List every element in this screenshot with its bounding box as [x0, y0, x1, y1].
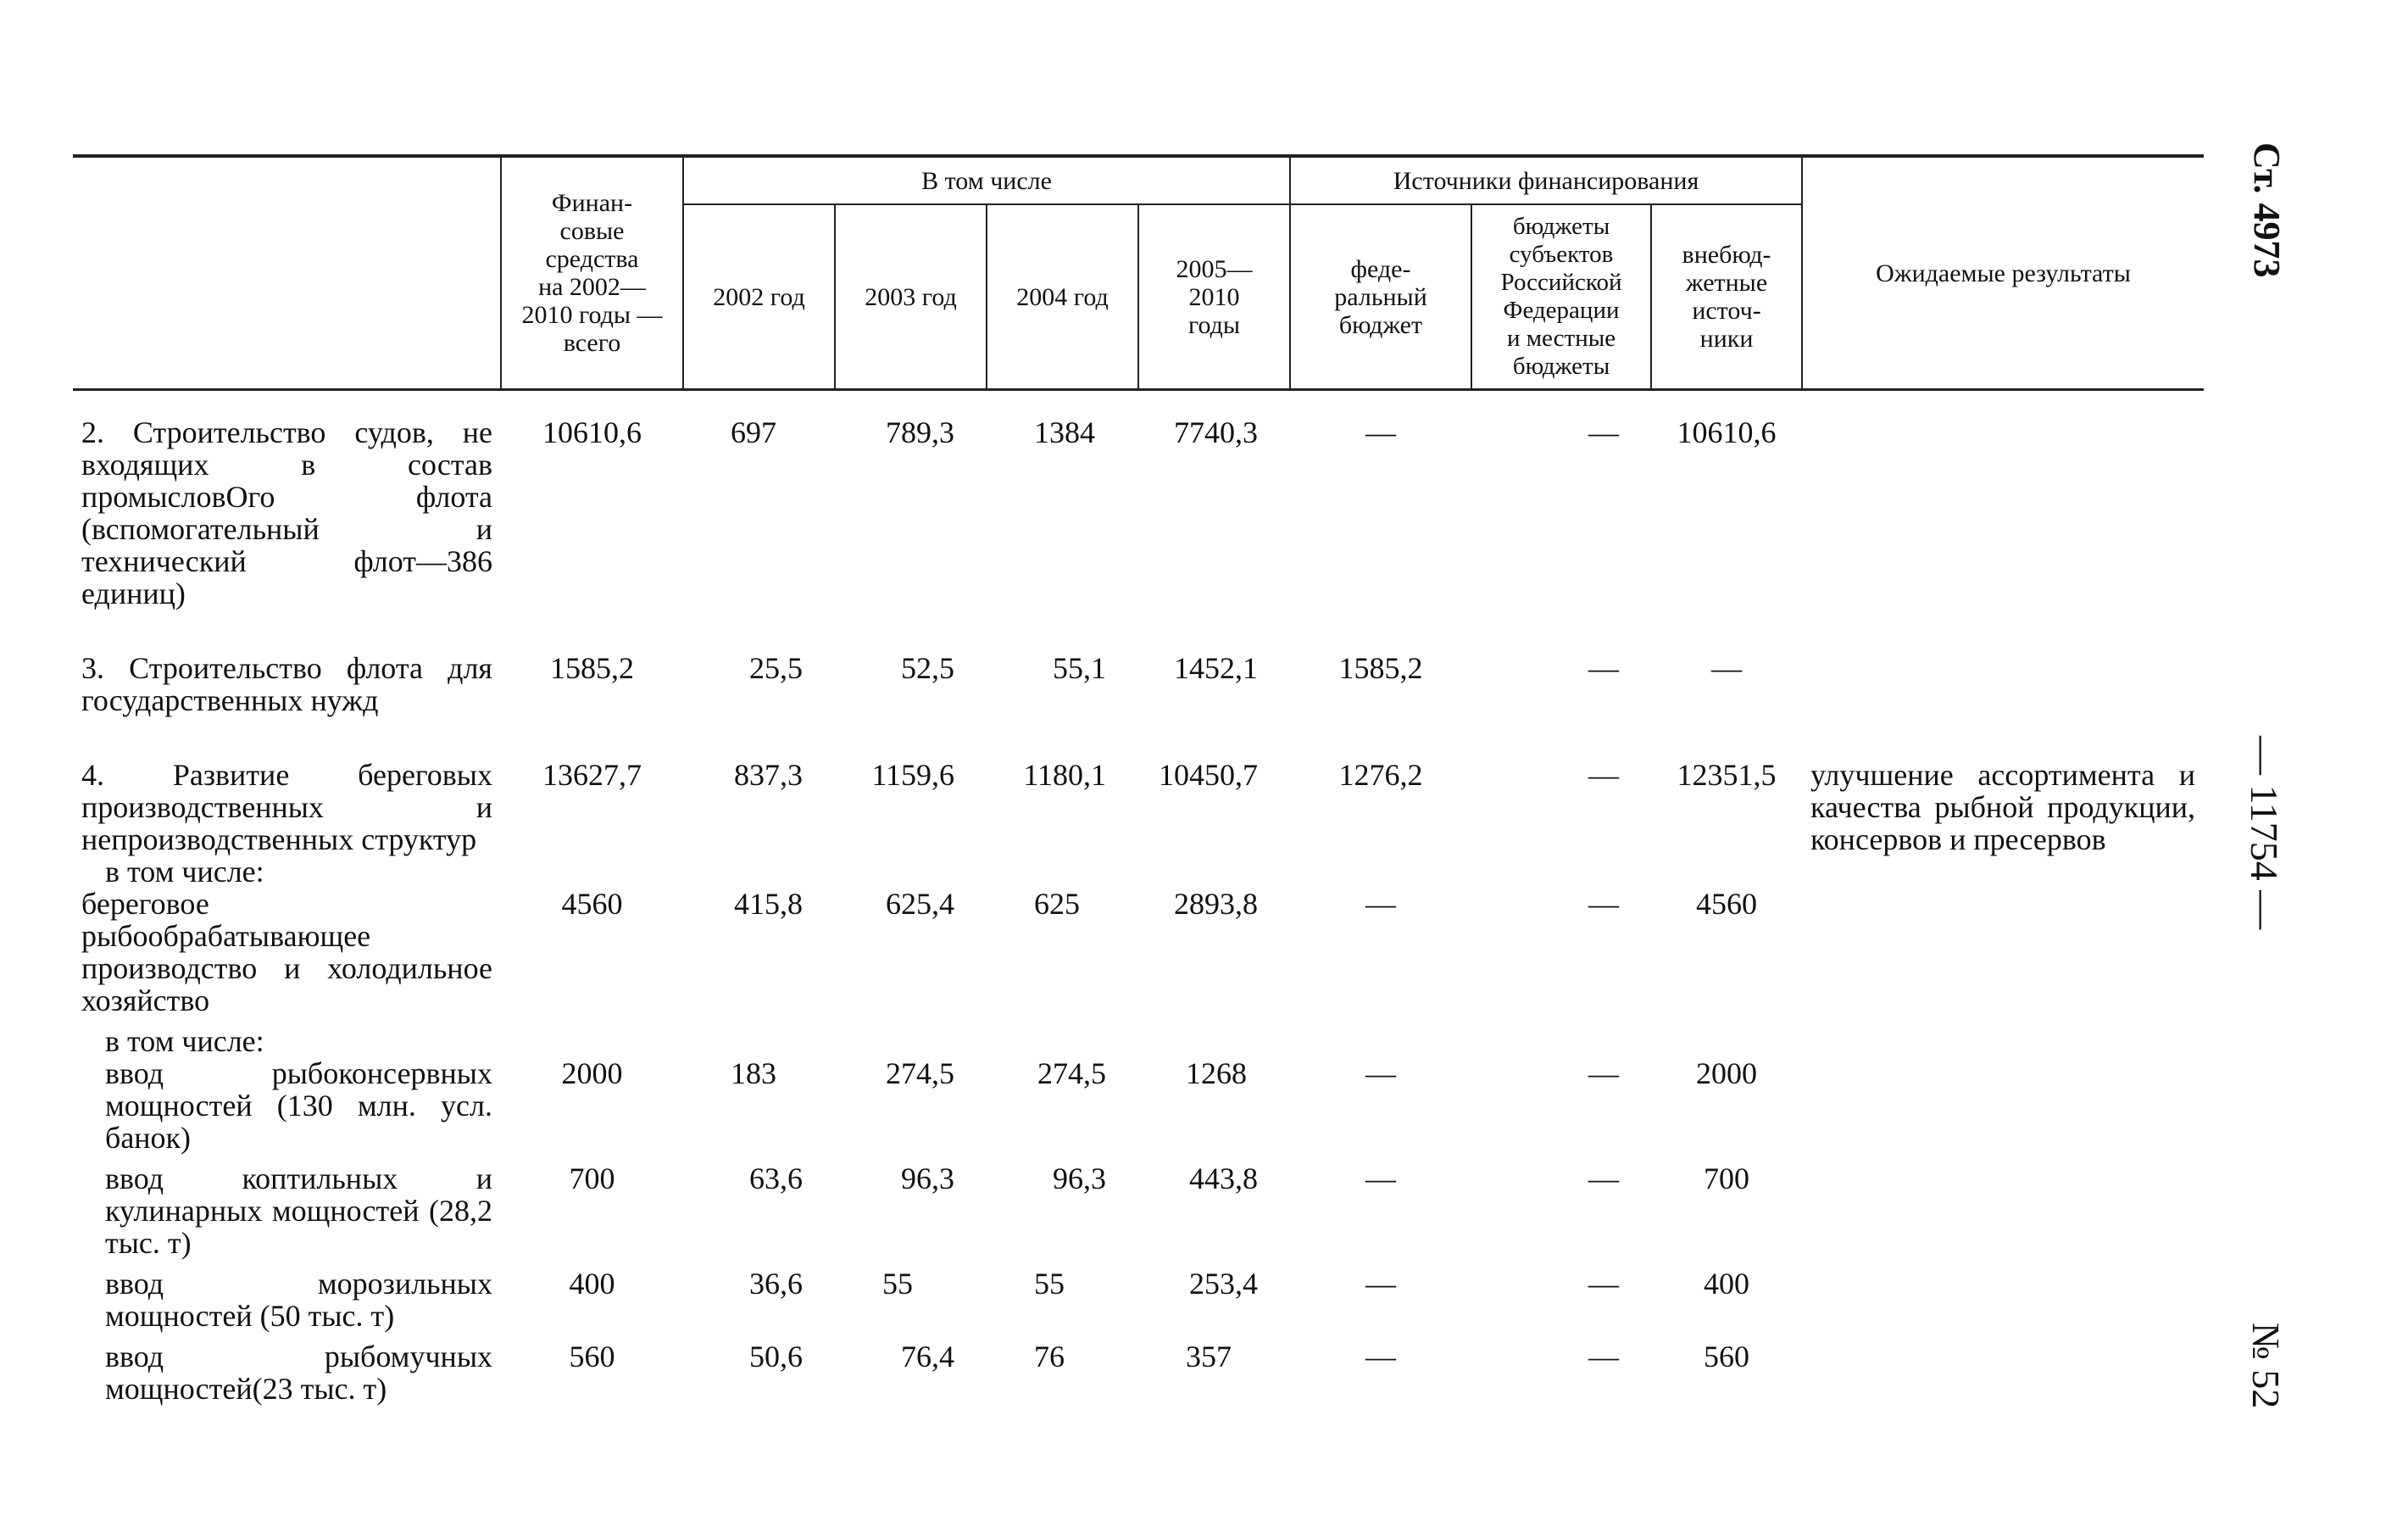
- cell-2002: 36,6: [749, 1267, 803, 1301]
- cell-2004: 55: [1034, 1267, 1065, 1301]
- cell-federal: —: [1365, 887, 1397, 921]
- cell-2004: 96,3: [1053, 1162, 1106, 1195]
- header-2002: 2002 год: [683, 204, 835, 390]
- cell-2003: 52,5: [901, 651, 954, 685]
- empty-cells: [501, 1017, 2204, 1057]
- cell-2003: 55: [882, 1267, 913, 1301]
- cell-offbudget: 2000: [1696, 1056, 1758, 1090]
- cell-2005-2010: 10450,7: [1159, 758, 1259, 792]
- cell-2005-2010: 2893,8: [1174, 887, 1259, 921]
- cell-2004: 625: [1034, 887, 1080, 921]
- cell-2005-2010: 7740,3: [1174, 415, 1259, 449]
- cell-2003: 274,5: [886, 1056, 954, 1090]
- header-sources: Источники финансирования: [1290, 156, 1802, 204]
- cell-total: 10610,6: [542, 415, 642, 449]
- cell-2004: 1180,1: [1023, 758, 1106, 792]
- table-row: [73, 1259, 2204, 1332]
- row-name: ввод коптильных и кулинарных мощностей (28,2 тыс. т): [105, 1162, 492, 1260]
- cell-2005-2010: 443,8: [1189, 1162, 1259, 1195]
- cell-2003: 1159,6: [871, 758, 954, 792]
- cell-2002: 183: [731, 1056, 776, 1090]
- cell-2002: 50,6: [749, 1340, 803, 1373]
- cell-regional: —: [1588, 1340, 1620, 1373]
- cell-2004: 274,5: [1037, 1056, 1106, 1090]
- cell-federal: 1585,2: [1338, 651, 1423, 685]
- article-number: Ст. 4973: [2246, 142, 2288, 278]
- cell-2002: 697: [731, 415, 776, 449]
- empty-cells: [501, 855, 2204, 888]
- cell-2005-2010: 1268: [1186, 1056, 1247, 1090]
- cell-2005-2010: 357: [1186, 1340, 1232, 1373]
- cell-total: 700: [569, 1162, 615, 1195]
- header-2005-2010: 2005— 2010 годы: [1138, 204, 1290, 390]
- cell-regional: —: [1588, 415, 1620, 449]
- table-row: [73, 1332, 2204, 1405]
- issue-number: № 52: [2244, 1323, 2288, 1409]
- cell-2002: 25,5: [749, 651, 803, 685]
- cell-total: 4560: [561, 887, 623, 921]
- header-empty-cell: [73, 156, 501, 390]
- cell-2003: 76,4: [901, 1340, 954, 1373]
- cell-offbudget: 400: [1704, 1267, 1750, 1301]
- cell-regional: —: [1588, 887, 1620, 921]
- row-name: ввод рыбомучных мощностей(23 тыс. т): [105, 1340, 492, 1406]
- cell-result: [1802, 1259, 2204, 1332]
- cell-2005-2010: 1452,1: [1174, 651, 1259, 685]
- cell-2005-2010: 253,4: [1189, 1267, 1259, 1301]
- cell-offbudget: 12351,5: [1677, 758, 1777, 792]
- cell-result: [1802, 1154, 2204, 1259]
- cell-2004: 1384: [1034, 415, 1095, 449]
- cell-regional: —: [1588, 1267, 1620, 1301]
- cell-2003: 789,3: [886, 415, 954, 449]
- cell-regional: —: [1588, 1162, 1620, 1195]
- cell-total: 13627,7: [542, 758, 642, 792]
- cell-total: 560: [569, 1340, 615, 1373]
- cell-2002: 63,6: [749, 1162, 803, 1195]
- cell-2002: 837,3: [734, 758, 803, 792]
- cell-2004: 76: [1034, 1340, 1065, 1373]
- cell-offbudget: 4560: [1696, 887, 1758, 921]
- cell-result: [1802, 1057, 2204, 1154]
- cell-federal: —: [1365, 415, 1397, 449]
- cell-2002: 415,8: [734, 887, 803, 921]
- header-regional: бюджеты субъектов Российской Федерации и местные бюджеты: [1471, 204, 1651, 390]
- table-row: [73, 716, 2204, 855]
- cell-result: [1802, 888, 2204, 1017]
- table-row: [73, 1057, 2204, 1154]
- cell-federal: —: [1365, 1056, 1397, 1090]
- cell-regional: —: [1588, 651, 1620, 685]
- header-federal: феде- ральный бюджет: [1290, 204, 1471, 390]
- budget-table: [73, 154, 2204, 1405]
- cell-result: [1802, 610, 2204, 716]
- cell-offbudget: —: [1711, 651, 1743, 685]
- table-row: [73, 888, 2204, 1017]
- cell-total: 1585,2: [550, 651, 634, 685]
- cell-2003: 96,3: [901, 1162, 954, 1195]
- row-name: 2. Строительство судов, не входящих в состав промысловОго флота (вспомогательный и технический флот—386 единиц): [81, 415, 492, 610]
- cell-result: [1802, 1332, 2204, 1405]
- header-including: В том числе: [683, 156, 1290, 204]
- cell-regional: —: [1588, 1056, 1620, 1090]
- cell-2004: 55,1: [1053, 651, 1106, 685]
- header-2004: 2004 год: [987, 204, 1138, 390]
- row-name: 4. Развитие береговых производственных и непроизводственных структур: [81, 758, 492, 856]
- cell-result: [1802, 390, 2204, 610]
- cell-regional: —: [1588, 758, 1620, 792]
- row-name: в том числе:: [105, 855, 264, 889]
- table-row-subheading: [73, 1017, 2204, 1057]
- header-offbudget: внебюд- жетные источ- ники: [1651, 204, 1802, 390]
- table-row: [73, 390, 2204, 610]
- cell-offbudget: 560: [1704, 1340, 1750, 1373]
- cell-total: 400: [569, 1267, 615, 1301]
- cell-federal: —: [1365, 1162, 1397, 1195]
- header-funds-total: Финан- совые средства на 2002— 2010 годы — всего: [501, 156, 683, 390]
- cell-total: 2000: [561, 1056, 623, 1090]
- row-name: ввод морозильных мощностей (50 тыс. т): [105, 1267, 492, 1333]
- table-body: [73, 390, 2204, 1406]
- table-row-subheading: [73, 855, 2204, 888]
- table-row: [73, 1154, 2204, 1259]
- cell-2003: 625,4: [886, 887, 954, 921]
- cell-offbudget: 10610,6: [1677, 415, 1777, 449]
- row-name: 3. Строительство флота для государственных нужд: [81, 651, 492, 717]
- row-name: ввод рыбоконсервных мощностей (130 млн. усл. банок): [105, 1056, 492, 1155]
- table-header: [73, 156, 2204, 390]
- header-results: Ожидаемые результаты: [1802, 156, 2204, 390]
- row-name: береговое рыбообрабатывающее производство и холодильное хозяйство: [81, 887, 492, 1017]
- table-row: [73, 610, 2204, 716]
- cell-federal: —: [1365, 1267, 1397, 1301]
- row-name: в том числе:: [105, 1024, 264, 1058]
- page-number: — 11754 —: [2243, 736, 2286, 930]
- cell-federal: 1276,2: [1338, 758, 1423, 792]
- cell-federal: —: [1365, 1340, 1397, 1373]
- cell-result: улучшение ассортимента и качества рыбной продукции, консервов и пресервов: [1810, 758, 2196, 856]
- header-2003: 2003 год: [835, 204, 987, 390]
- cell-offbudget: 700: [1704, 1162, 1750, 1195]
